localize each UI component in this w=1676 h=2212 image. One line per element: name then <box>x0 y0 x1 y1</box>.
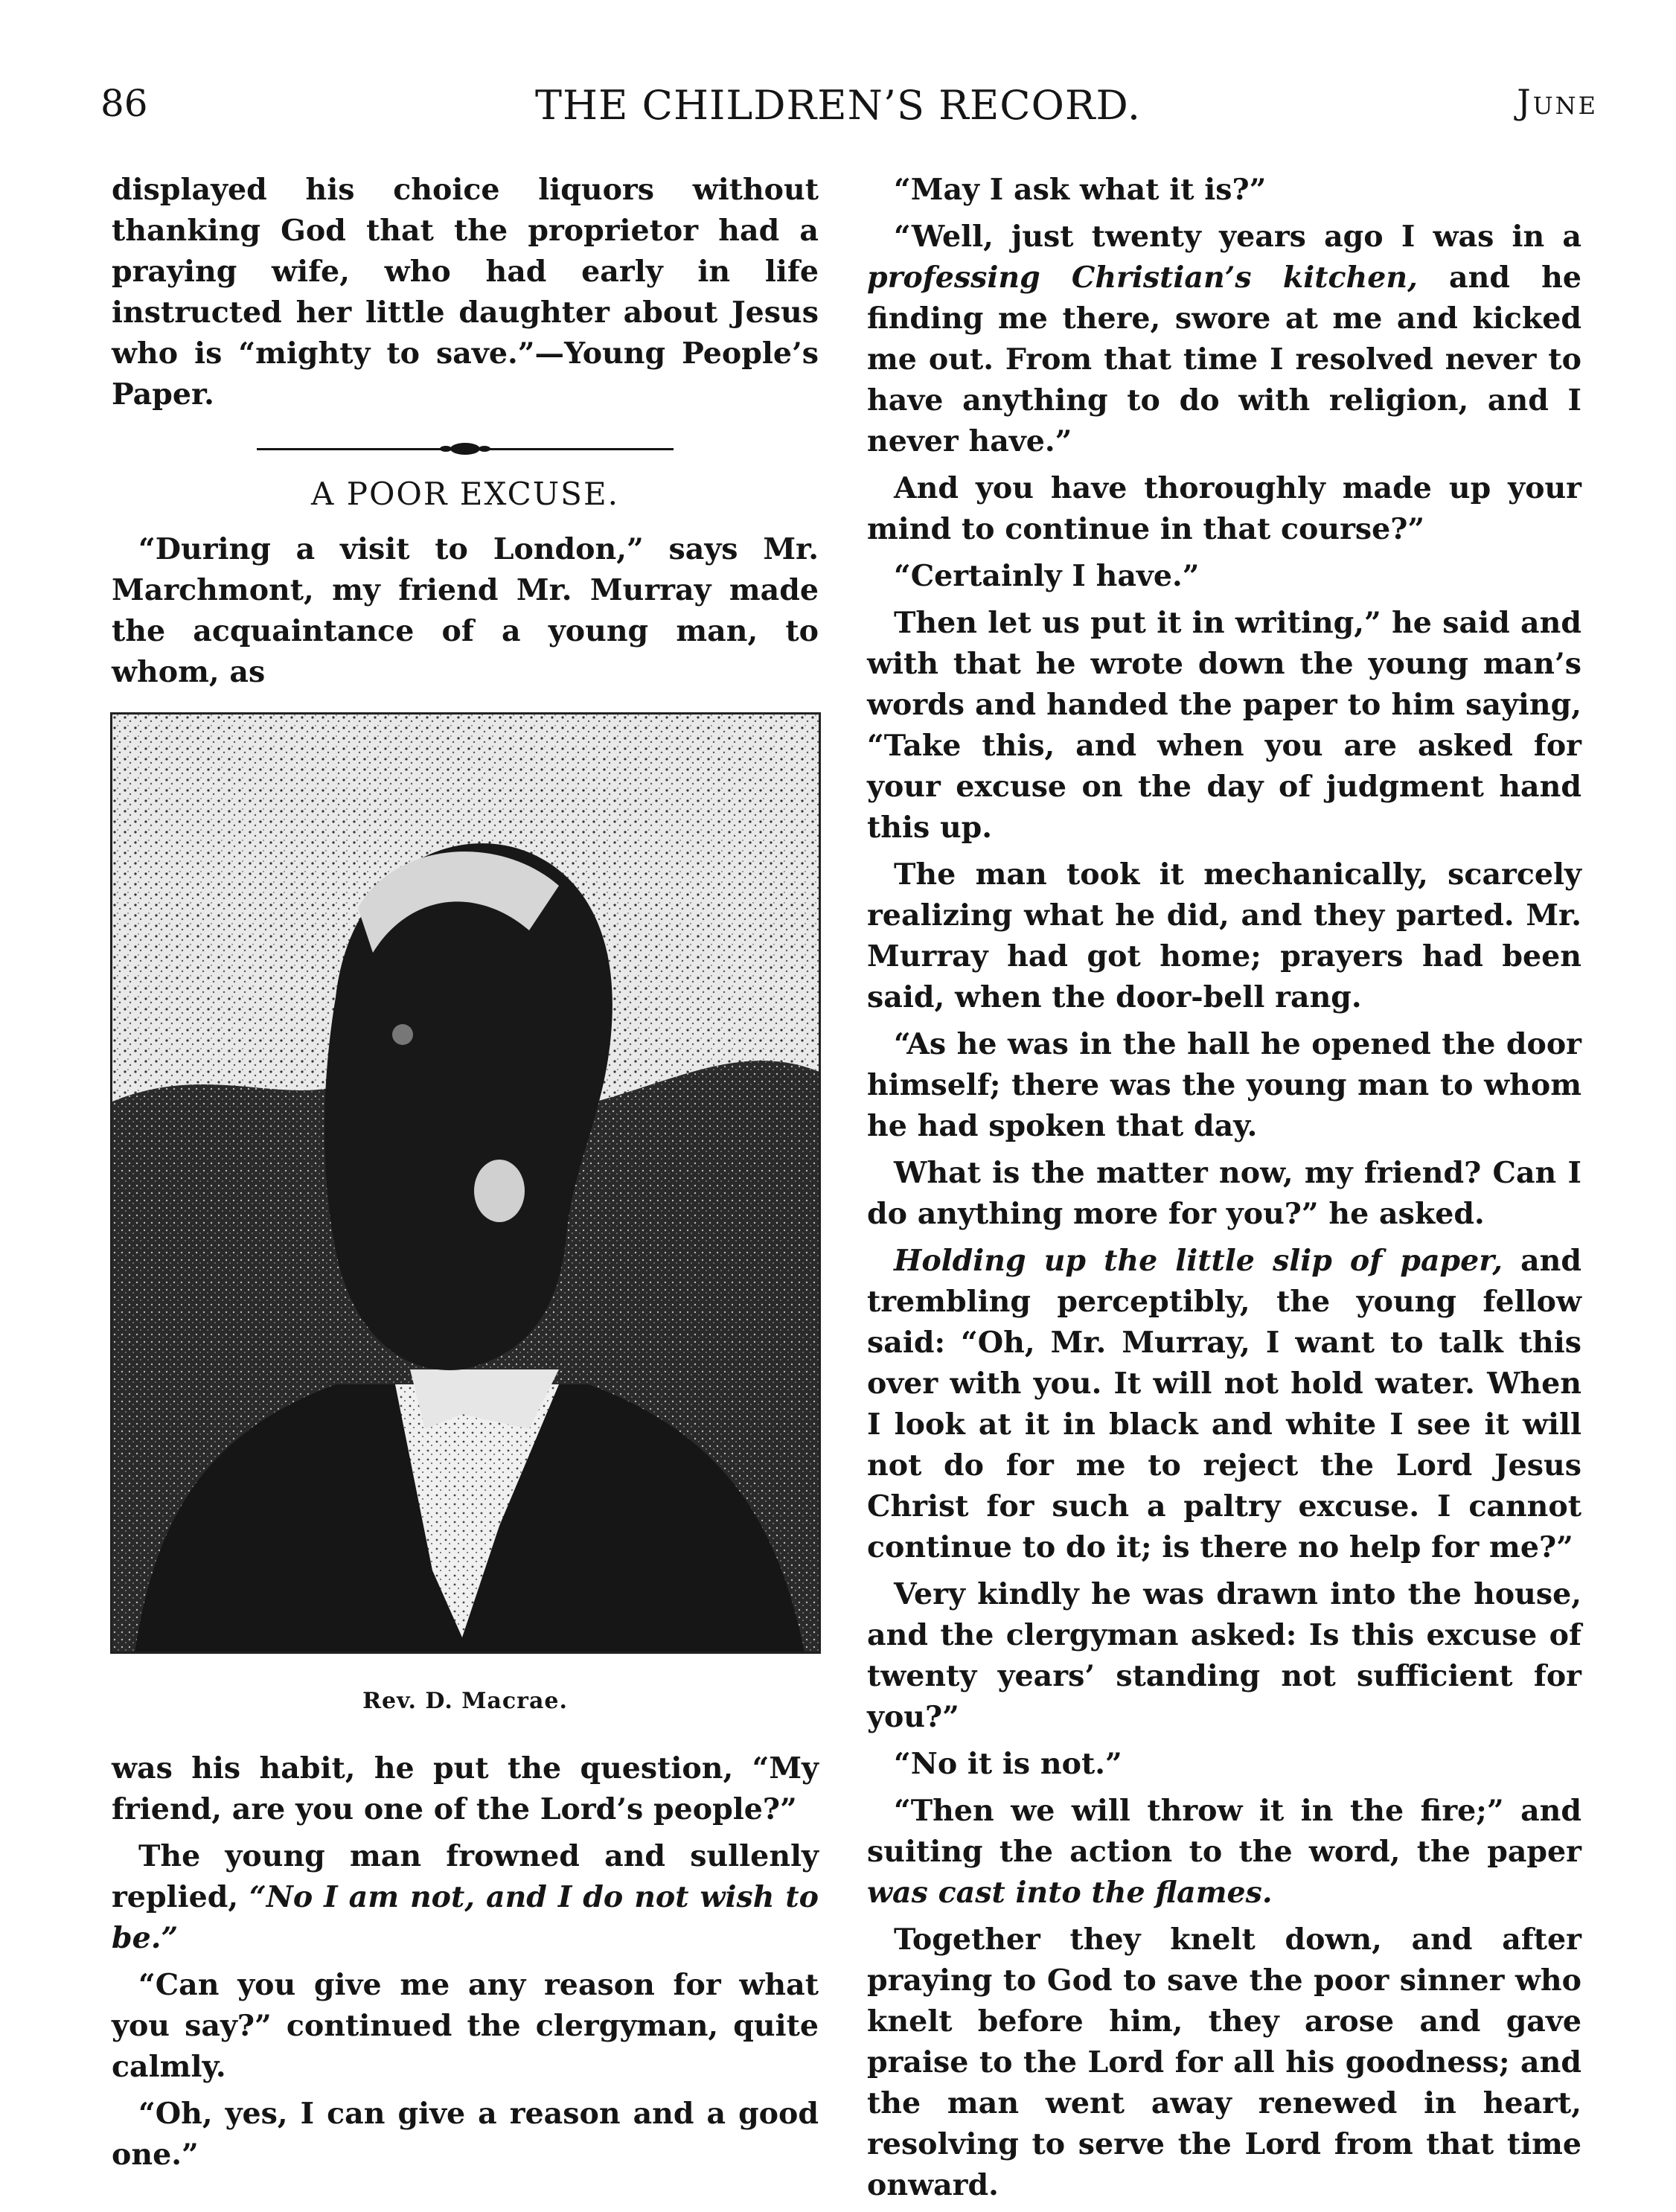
italic-span: Holding up the little slip of paper, <box>894 1244 1503 1278</box>
paragraph: “Certainly I have.” <box>894 559 1200 593</box>
paragraph <box>867 1241 1581 1568</box>
intro-paragraph: “During a visit to London,” says Mr. Marchmont, my friend Mr. Murray made the acquaintance of a young man, to whom, as <box>112 532 819 689</box>
paragraph <box>867 217 1581 462</box>
page-number: 86 <box>100 82 148 125</box>
paragraph: And you have thoroughly made up your mind to continue in that course?” <box>867 471 1581 546</box>
paragraph: “Can you give me any reason for what you say?” continued the clergyman, quite calmly. <box>112 1968 819 2084</box>
article-title: A POOR EXCUSE. <box>311 476 619 512</box>
paragraph: The man took it mechanically, scarcely realizing what he did, and they parted. Mr. Murray had got home; prayers had been said, when the door-bell rang. <box>867 857 1581 1014</box>
paragraph: “Oh, yes, I can give a reason and a good one.” <box>112 2097 819 2172</box>
ornament-icon <box>435 441 495 457</box>
page-header <box>0 82 1676 141</box>
paragraph: Then let us put it in writing,” he said and with that he wrote down the young man’s words and handed the paper to him saying, “Take this, and when you are asked for your excuse on the day of judgment hand this up. <box>867 606 1581 845</box>
text-span: “Well, just twenty years ago I was in a <box>894 220 1581 254</box>
right-column <box>867 170 1581 2212</box>
italic-span: was cast into the flames. <box>867 1876 1273 1910</box>
paragraph <box>112 1836 819 1959</box>
text-span: and trembling perceptibly, the young fellow said: “Oh, Mr. Murray, I want to talk this over with you. It will not hold water. When I look at it in black and white I see it will not do for me to reject the Lord Jesus Christ for such a paltry excuse. I cannot continue to do it; is there no help for me?” <box>867 1244 1581 1564</box>
issue-month: June <box>1517 82 1598 122</box>
paragraph <box>867 1791 1581 1914</box>
paragraph: What is the matter now, my friend? Can I do anything more for you?” he asked. <box>867 1156 1581 1231</box>
photo-caption: Rev. D. Macrae. <box>362 1688 568 1714</box>
left-column <box>112 170 819 2181</box>
section-divider <box>257 438 674 460</box>
text-span: The young man frowned and sullenly replied, <box>112 1839 819 1914</box>
paragraph: Very kindly he was drawn into the house, and the clergyman asked: Is this excuse of twenty years’ standing not sufficient for you?” <box>867 1577 1581 1734</box>
text-span: and he finding me there, swore at me and kicked me out. From that time I resolved never to have anything to do with religion, and I never have.” <box>867 260 1581 458</box>
paragraph: was his habit, he put the question, “My friend, are you one of the Lord’s people?” <box>112 1751 819 1826</box>
italic-span: “No I am not, and I do not wish to be.” <box>112 1880 819 1955</box>
portrait-photo <box>110 712 821 1654</box>
paragraph: Together they knelt down, and after praying to God to save the poor sinner who knelt before him, they arose and gave praise to the Lord for all his goodness; and the man went away renewed in heart, resolving to serve the Lord from that time onward. <box>867 1922 1581 2202</box>
magazine-title: THE CHILDREN’S RECORD. <box>534 82 1142 129</box>
continuation-paragraph: displayed his choice liquors without thanking God that the proprietor had a praying wife, who had early in life instructed her little daughter about Jesus who is “mighty to save.”—Young People’s Paper. <box>112 173 819 412</box>
paragraph: “May I ask what it is?” <box>894 173 1267 207</box>
paragraph: “No it is not.” <box>894 1747 1122 1781</box>
text-span: “Then we will throw it in the fire;” and suiting the action to the word, the paper <box>867 1794 1581 1869</box>
paragraph: “As he was in the hall he opened the door himself; there was the young man to whom he had spoken that day. <box>867 1027 1581 1143</box>
italic-span: professing Christian’s kitchen, <box>867 260 1418 295</box>
